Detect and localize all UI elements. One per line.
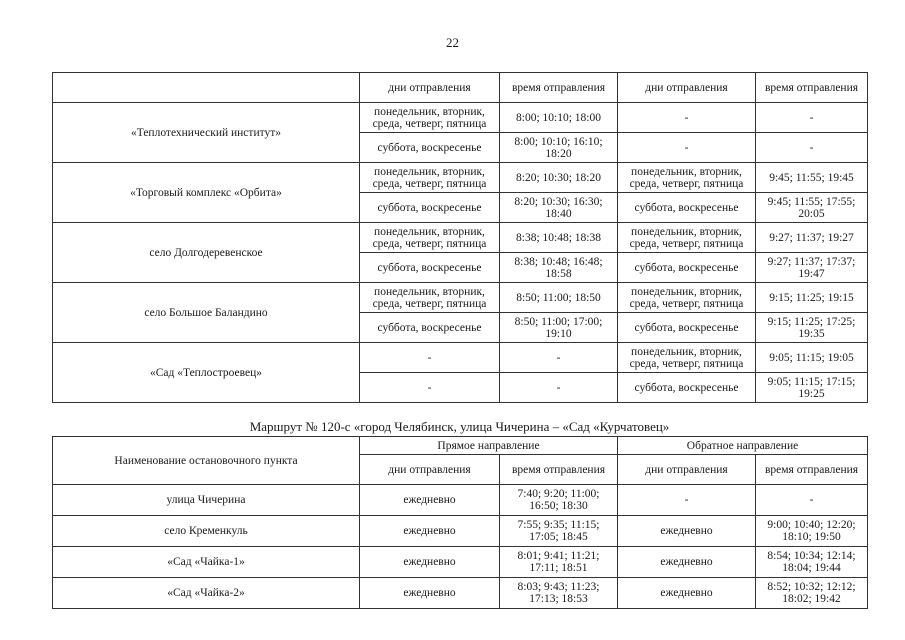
table-row — [53, 163, 868, 193]
days-cell: ежедневно — [618, 547, 756, 578]
schedule-table-1 — [52, 72, 868, 403]
days-cell: - — [618, 133, 756, 163]
stop-name: «Сад «Чайка-1» — [53, 547, 360, 578]
days-cell: суббота, воскресенье — [360, 133, 500, 163]
time-cell: 8:00; 10:10; 16:10; 18:20 — [500, 133, 618, 163]
days-cell: ежедневно — [360, 547, 500, 578]
time-cell: 8:50; 11:00; 17:00; 19:10 — [500, 313, 618, 343]
header-cell: время отправления — [756, 455, 868, 485]
header-cell: дни отправления — [360, 73, 500, 103]
time-cell: - — [756, 133, 868, 163]
time-cell: 8:38; 10:48; 18:38 — [500, 223, 618, 253]
stop-name: село Кременкуль — [53, 516, 360, 547]
header-cell: дни отправления — [618, 455, 756, 485]
header-cell: время отправления — [500, 455, 618, 485]
time-cell: 8:38; 10:48; 16:48; 18:58 — [500, 253, 618, 283]
days-cell: ежедневно — [360, 485, 500, 516]
time-cell: 8:01; 9:41; 11:21; 17:11; 18:51 — [500, 547, 618, 578]
time-cell: 8:54; 10:34; 12:14; 18:04; 19:44 — [756, 547, 868, 578]
days-cell: суббота, воскресенье — [360, 193, 500, 223]
time-cell: - — [500, 373, 618, 403]
time-cell: 7:55; 9:35; 11:15; 17:05; 18:45 — [500, 516, 618, 547]
page-number: 22 — [446, 35, 459, 50]
time-cell: 8:20; 10:30; 18:20 — [500, 163, 618, 193]
time-cell: 8:03; 9:43; 11:23; 17:13; 18:53 — [500, 578, 618, 609]
time-cell: 8:00; 10:10; 18:00 — [500, 103, 618, 133]
stop-name: село Большое Баландино — [53, 283, 360, 343]
days-cell: ежедневно — [618, 516, 756, 547]
days-cell: суббота, воскресенье — [360, 313, 500, 343]
route-caption: Маршрут № 120-с «город Челябинск, улица Чичерина – «Сад «Курчатовец» — [249, 419, 670, 434]
time-cell: - — [756, 103, 868, 133]
schedule-table-2 — [52, 436, 868, 609]
time-cell: 8:20; 10:30; 16:30; 18:40 — [500, 193, 618, 223]
table-header-row — [53, 437, 868, 455]
days-cell: понедельник, вторник, среда, четверг, пятница — [618, 223, 756, 253]
header-cell: дни отправления — [360, 455, 500, 485]
header-cell — [53, 73, 360, 103]
days-cell: суббота, воскресенье — [618, 193, 756, 223]
header-cell: дни отправления — [618, 73, 756, 103]
days-cell: ежедневно — [360, 516, 500, 547]
time-cell: - — [500, 343, 618, 373]
stop-name: «Сад «Чайка-2» — [53, 578, 360, 609]
days-cell: ежедневно — [618, 578, 756, 609]
days-cell: - — [618, 103, 756, 133]
time-cell: 7:40; 9:20; 11:00; 16:50; 18:30 — [500, 485, 618, 516]
time-cell: - — [756, 485, 868, 516]
table-row — [53, 223, 868, 253]
stop-name: «Торговый комплекс «Орбита» — [53, 163, 360, 223]
days-cell: суббота, воскресенье — [618, 373, 756, 403]
table-row — [53, 103, 868, 133]
days-cell: суббота, воскресенье — [618, 253, 756, 283]
header-cell: время отправления — [500, 73, 618, 103]
days-cell: понедельник, вторник, среда, четверг, пятница — [618, 163, 756, 193]
table-row — [53, 283, 868, 313]
table-row — [53, 343, 868, 373]
time-cell: 9:45; 11:55; 19:45 — [756, 163, 868, 193]
time-cell: 9:15; 11:25; 17:25; 19:35 — [756, 313, 868, 343]
header-cell: время отправления — [756, 73, 868, 103]
time-cell: 9:05; 11:15; 19:05 — [756, 343, 868, 373]
days-cell: ежедневно — [360, 578, 500, 609]
time-cell: 8:52; 10:32; 12:12; 18:02; 19:42 — [756, 578, 868, 609]
header-forward: Прямое направление — [360, 437, 618, 455]
table-row — [53, 578, 868, 609]
time-cell: 9:05; 11:15; 17:15; 19:25 — [756, 373, 868, 403]
days-cell: суббота, воскресенье — [618, 313, 756, 343]
time-cell: 9:15; 11:25; 19:15 — [756, 283, 868, 313]
header-stop-name: Наименование остановочного пункта — [53, 437, 360, 485]
time-cell: 9:45; 11:55; 17:55; 20:05 — [756, 193, 868, 223]
days-cell: - — [360, 373, 500, 403]
table-row — [53, 485, 868, 516]
stop-name: «Теплотехнический институт» — [53, 103, 360, 163]
stop-name: улица Чичерина — [53, 485, 360, 516]
table-row — [53, 547, 868, 578]
days-cell: понедельник, вторник, среда, четверг, пятница — [360, 223, 500, 253]
days-cell: понедельник, вторник, среда, четверг, пятница — [360, 163, 500, 193]
time-cell: 8:50; 11:00; 18:50 — [500, 283, 618, 313]
header-backward: Обратное направление — [618, 437, 868, 455]
days-cell: понедельник, вторник, среда, четверг, пятница — [618, 283, 756, 313]
days-cell: - — [618, 485, 756, 516]
stop-name: «Сад «Теплостроевец» — [53, 343, 360, 403]
stop-name: село Долгодеревенское — [53, 223, 360, 283]
table-row — [53, 516, 868, 547]
days-cell: понедельник, вторник, среда, четверг, пятница — [360, 283, 500, 313]
time-cell: 9:00; 10:40; 12:20; 18:10; 19:50 — [756, 516, 868, 547]
days-cell: суббота, воскресенье — [360, 253, 500, 283]
days-cell: понедельник, вторник, среда, четверг, пятница — [360, 103, 500, 133]
time-cell: 9:27; 11:37; 19:27 — [756, 223, 868, 253]
time-cell: 9:27; 11:37; 17:37; 19:47 — [756, 253, 868, 283]
days-cell: понедельник, вторник, среда, четверг, пятница — [618, 343, 756, 373]
days-cell: - — [360, 343, 500, 373]
table-header-row — [53, 73, 868, 103]
